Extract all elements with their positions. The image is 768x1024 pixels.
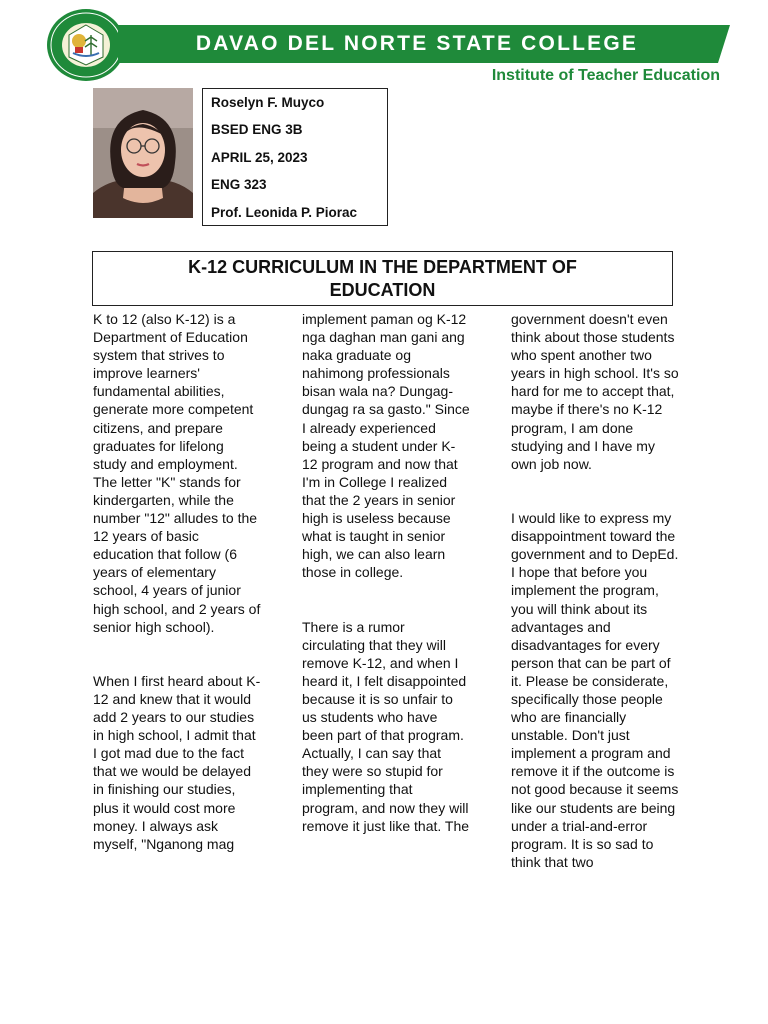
paragraph: I would like to express my disappointment toward the government and to DepEd. I hope that before you implement the program, you will think about its advantages and disadvantages for every person that can be part of it. Please be considerate, specifically those people who are financially unstable. Don't just implement a program and remove it if the outcome is not good because it seems like our students are being under a trial-and-error program. It is so sad to think that two — [511, 510, 679, 870]
student-program: BSED ENG 3B — [211, 122, 303, 138]
paragraph: There is a rumor circulating that they will remove K-12, and when I heard it, I felt disappointed because it is so unfair to us students who have been part of that program. Actually, I can say that they were so stupid for implementing that program, and now they will remove it just like that. The — [302, 618, 470, 834]
article-column-2 — [302, 310, 470, 835]
paragraph: When I first heard about K-12 and knew that it would add 2 years to our studies in high school, I admit that I got mad due to the fact that we would be delayed in finishing our studies, plus it would cost more money. I always ask myself, "Nganong mag — [93, 672, 261, 852]
submission-date: APRIL 25, 2023 — [211, 149, 308, 165]
article-column-1 — [93, 310, 261, 853]
article-title-box — [92, 251, 673, 306]
student-info-box — [202, 88, 388, 226]
course-code: ENG 323 — [211, 177, 267, 193]
professor-name: Prof. Leonida P. Piorac — [211, 204, 358, 220]
article-title: K-12 CURRICULUM IN THE DEPARTMENT OF EDUCATION — [188, 256, 577, 300]
student-photo — [93, 88, 193, 218]
paragraph: government doesn't even think about those students who spent another two years in high school. It's so hard for me to accept that, maybe if there's no K-12 program, I am done studying and I have my own job now. — [511, 311, 679, 472]
paragraph: K to 12 (also K-12) is a Department of Education system that strives to improve learners' fundamental abilities, generate more competent citizens, and prepare graduates for lifelong study and employment. The letter "K" stands for kindergarten, while the number "12" alludes to the 12 years of basic education that follow (6 years of elementary school, 4 years of junior high school, and 2 years of senior high school). — [93, 311, 261, 635]
college-seal-icon — [45, 7, 127, 83]
college-name: DAVAO DEL NORTE STATE COLLEGE — [195, 32, 639, 55]
paragraph: implement paman og K-12 nga daghan man gani ang naka graduate og nahimong professionals bisan wala na? Dungag-dungag ra sa gasto." Since I already experienced being a student under K-12 program and now that I'm in College I realized that the 2 years in senior high is useless because what is taught in senior high, we can also learn those in college. — [302, 311, 470, 581]
student-name: Roselyn F. Muyco — [211, 95, 325, 110]
institute-name: Institute of Teacher Education — [491, 67, 720, 84]
article-column-3 — [511, 310, 679, 871]
